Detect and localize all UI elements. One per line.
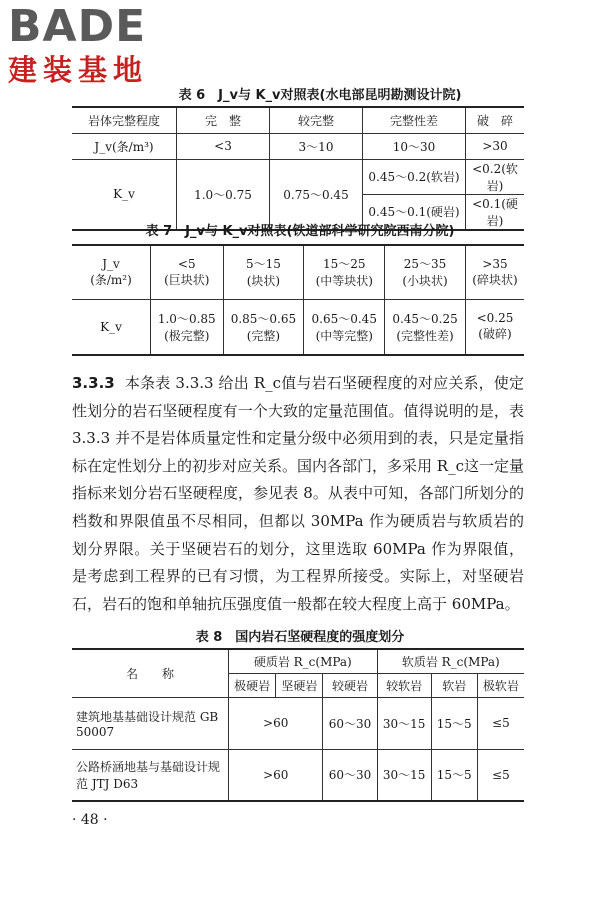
table-cell: 10～30 [363, 133, 466, 159]
table-header: 软质岩 R_c(MPa) [377, 649, 524, 673]
table-cell: <3 [177, 133, 270, 159]
table-cell: >30 [466, 133, 525, 159]
table-header: 较完整 [270, 107, 363, 133]
cell-value: 25～35 [403, 257, 447, 272]
cell-note: (完整性差) [396, 328, 454, 343]
table-row [72, 133, 524, 159]
row-label: K_v [72, 159, 177, 230]
table7-caption: 表 7 J_v与 K_v对照表(铁道部科学研究院西南分院) [145, 224, 455, 239]
table-cell: 30～15 [377, 749, 431, 801]
table-cell: 3～10 [270, 133, 363, 159]
table-header: 硬质岩 R_c(MPa) [229, 649, 378, 673]
table-row [72, 245, 524, 299]
table-cell: 15～5 [431, 697, 477, 749]
table-cell: 0.45～0.1(硬岩) [363, 194, 466, 230]
table-cell [304, 299, 385, 355]
cell-value: 1.0～0.85 [157, 311, 216, 326]
row-label [72, 245, 151, 299]
cell-note: (块状) [246, 274, 281, 289]
table6-caption: 表 6 J_v与 K_v对照表(水电部昆明勘测设计院) [178, 88, 462, 103]
row-label: K_v [72, 299, 151, 355]
bade-logo [8, 1, 178, 87]
cell-note: (碎块状) [472, 272, 518, 287]
table-cell: >60 [229, 749, 323, 801]
row-label-line: (条/m²) [90, 272, 132, 287]
table-row [72, 159, 524, 194]
table-cell [223, 299, 304, 355]
table-header: 破 碎 [466, 107, 525, 133]
table6-header-row [72, 107, 524, 133]
row-label: J_v(条/m³) [72, 133, 177, 159]
row-label-line: J_v [102, 256, 120, 271]
section-number: 3.3.3 [72, 374, 115, 392]
table-cell [465, 245, 524, 299]
table-cell: 0.75～0.45 [270, 159, 363, 230]
logo-text: BADE [8, 1, 147, 52]
cell-note: (完整) [246, 328, 281, 343]
cell-value: 0.85～0.65 [230, 311, 297, 326]
cell-value: >35 [482, 256, 508, 271]
table-cell: <0.1(硬岩) [466, 194, 525, 230]
table8-caption: 表 8 国内岩石坚硬程度的强度划分 [195, 630, 405, 645]
table-cell: 30～15 [377, 697, 431, 749]
cell-note: (中等完整) [315, 328, 373, 343]
table-cell [385, 245, 466, 299]
cell-note: (极完整) [164, 328, 210, 343]
table-header: 完整性差 [363, 107, 466, 133]
table-cell [151, 299, 224, 355]
table-cell [304, 245, 385, 299]
table-cell: <0.2(软岩) [466, 159, 525, 194]
table-header: 名 称 [72, 649, 229, 697]
cell-note: (小块状) [402, 274, 448, 289]
table-subheader: 极软岩 [477, 673, 524, 697]
table-subheader: 软岩 [431, 673, 477, 697]
cell-value: 15～25 [322, 257, 366, 272]
table-row [72, 299, 524, 355]
logo-subtitle: 建装基地 [8, 53, 149, 87]
table-cell [223, 245, 304, 299]
cell-value: 0.45～0.25 [392, 311, 458, 326]
table-header: 完 整 [177, 107, 270, 133]
paragraph-text: 本条表 3.3.3 给出 R_c值与岩石坚硬程度的对应关系，使定性划分的岩石坚硬程度有一个大致的定量范围值。值得说明的是，表 3.3.3 并不是岩体质量定性和定量分级中必须用到的表，只是定量指标在定性划分上的初步对应关系。国内各部门，多采用 R_c这一定量指标来划分岩石坚硬程度，参见表 8。从表中可知，各部门所划分的档数和界限值虽不尽相同，但都以 30MPa 作为硬质岩与软质岩的划分界限。关于坚硬岩石的划分，这里选取 60MPa 作为界限值，是考虑到工程界的已有习惯，为工程界所接受。实际上，对坚硬岩石，岩石的饱和单轴抗压强度值一般都在较大程度上高于 60MPa。 [72, 374, 524, 613]
table-cell [465, 299, 524, 355]
table-row [72, 749, 524, 801]
cell-note: (中等块状) [315, 274, 373, 289]
page-number: · 48 · [72, 812, 108, 828]
table-cell: 0.45～0.2(软岩) [363, 159, 466, 194]
cell-value: 0.65～0.45 [311, 311, 377, 326]
table-header: 岩体完整程度 [72, 107, 177, 133]
cell-note: (巨块状) [164, 272, 210, 287]
table-cell: 60～30 [323, 697, 377, 749]
table-subheader: 较硬岩 [323, 673, 377, 697]
table7 [72, 244, 524, 356]
table-cell: >60 [229, 697, 323, 749]
row-label: 公路桥涵地基与基础设计规范 JTJ D63 [72, 749, 229, 801]
table-subheader: 坚硬岩 [276, 673, 323, 697]
cell-value: <0.25 [476, 311, 514, 326]
cell-value: 5～15 [245, 257, 281, 272]
section-paragraph [72, 370, 524, 618]
table-cell: 60～30 [323, 749, 377, 801]
cell-value: <5 [177, 256, 196, 271]
table-cell: ≤5 [477, 749, 524, 801]
table-cell: 1.0～0.75 [177, 159, 270, 230]
table-cell [151, 245, 224, 299]
cell-note: (破碎) [478, 327, 512, 342]
row-label: 建筑地基基础设计规范 GB 50007 [72, 697, 229, 749]
table8 [72, 648, 524, 802]
table6 [72, 106, 524, 231]
table8-header-row [72, 649, 524, 673]
table-subheader: 极硬岩 [229, 673, 276, 697]
table-row [72, 697, 524, 749]
table-cell [385, 299, 466, 355]
table-cell: 15～5 [431, 749, 477, 801]
table-cell: ≤5 [477, 697, 524, 749]
table-subheader: 较软岩 [377, 673, 431, 697]
